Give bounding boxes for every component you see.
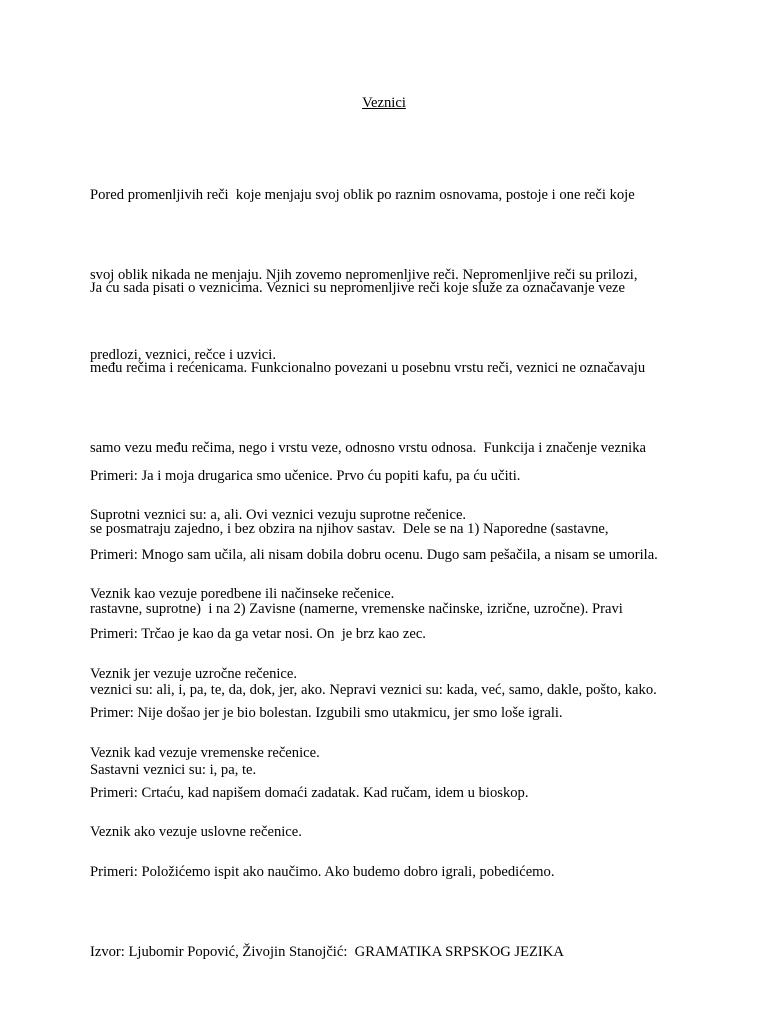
paragraph-line: se posmatraju zajedno, i bez obzira na njihov sastav. Dele se na 1) Naporedne (sastavne, xyxy=(90,520,609,537)
paragraph-line: predlozi, veznici, rečce i uzvici. xyxy=(90,347,276,364)
paragraph-line: Ja ću sada pisati o veznicima. Veznici su nepromenljive reči koje služe za označavanje veze xyxy=(90,279,626,296)
paragraph-line: samo vezu među rečima, nego i vrstu veze, odnosno vrstu odnosa. Funkcija i značenje veznika xyxy=(90,440,647,457)
paragraph-line: Primeri: Mnogo sam učila, ali nisam dobila dobru ocenu. Dugo sam pešačila, a nisam se umorila. xyxy=(90,547,658,563)
paragraph-line: Primeri: Položićemo ispit ako naučimo. Ako budemo dobro igrali, pobedićemo. xyxy=(90,864,555,880)
paragraph-line: svoj oblik nikada ne menjaju. Njih zovemo nepromenljive reči. Nepromenljive reči su prilozi, xyxy=(90,266,638,283)
paragraph-line: veznici su: ali, i, pa, te, da, dok, jer, ako. Nepravi veznici su: kada, već, samo, dakle, pošto, kako. xyxy=(90,681,657,698)
paragraph-line: Primeri: Crtaću, kad napišem domaći zadatak. Kad ručam, idem u bioskop. xyxy=(90,785,529,801)
paragraph-line: Veznik ako vezuje uslovne rečenice. xyxy=(90,824,302,840)
paragraph-line: među rečima i rećenicama. Funkcionalno povezani u posebnu vrstu reči, veznici ne označavaju xyxy=(90,359,646,376)
paragraph-line: Primeri: Trčao je kao da ga vetar nosi. On je brz kao zec. xyxy=(90,626,426,642)
paragraph-line: Sastavni veznici su: i, pa, te. xyxy=(90,761,257,778)
paragraph-source xyxy=(90,902,685,1002)
paragraph-line: Veznik kao vezuje poredbene ili načinseke rečenice. xyxy=(90,586,395,602)
paragraph-line: Veznik jer vezuje uzročne rečenice. xyxy=(90,666,298,682)
paragraph-line: Veznik kad vezuje vremenske rečenice. xyxy=(90,745,320,761)
paragraph-line: rastavne, suprotne) i na 2) Zavisne (namerne, vremenske načinske, izrične, uzročne). Pravi xyxy=(90,601,623,618)
document-title: Veznici xyxy=(362,95,406,111)
paragraph-line: Suprotni veznici su: a, ali. Ovi veznici vezuju suprotne rečenice. xyxy=(90,507,467,523)
paragraph-line: Primer: Nije došao jer je bio bolestan. Izgubili smo utakmicu, jer smo loše igrali. xyxy=(90,705,563,721)
paragraph-line: Pored promenljivih reči koje menjaju svoj oblik po raznim osnovama, postoje i one reči koje xyxy=(90,186,635,203)
paragraph-line: Primeri: Ja i moja drugarica smo učenice. Prvo ću popiti kafu, pa ću učiti. xyxy=(90,468,521,484)
paragraph-line: Izvor: Ljubomir Popović, Živojin Stanojčić: GRAMATIKA SRPSKOG JEZIKA xyxy=(90,944,564,960)
